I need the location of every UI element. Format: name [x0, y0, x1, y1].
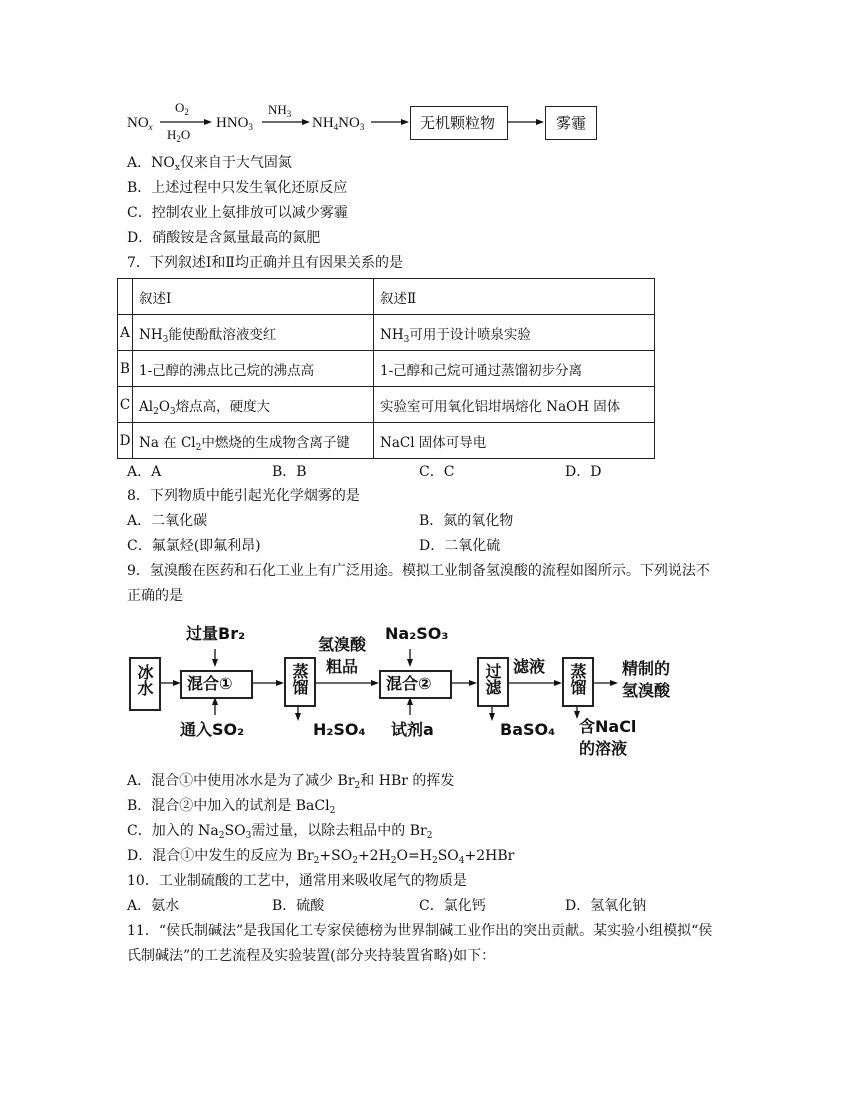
- nacl-label-1: 含NaCl: [579, 717, 637, 736]
- q6-option-c: C．控制农业上氨排放可以减少雾霾: [127, 205, 348, 221]
- table-cell: $NH_3$可用于设计喷泉实验: [374, 315, 655, 351]
- table-cell: $Al_2O_3$熔点高，硬度大: [133, 387, 374, 423]
- table-row: [118, 423, 655, 459]
- q9-option-d: D．混合①中发生的反应为 $Br_2+SO_2+2H_2O=H_2SO_4+2HBr$: [127, 848, 515, 866]
- nh3-label: $NH_3$: [268, 102, 292, 119]
- q7-table: [117, 278, 655, 459]
- filtrate-label: 滤液: [513, 657, 546, 676]
- q9-stem-line2: 正确的是: [127, 588, 183, 604]
- q10-option-a: A．氨水: [127, 898, 180, 914]
- q7-stem: 7．下列叙述Ⅰ和Ⅱ均正确并且有因果关系的是: [127, 255, 403, 271]
- q7-option-d: D．D: [565, 464, 602, 480]
- nacl-label-2: 的溶液: [579, 739, 628, 758]
- row-label: B: [118, 351, 133, 387]
- q6-option-d: D．硝酸铵是含氮量最高的氮肥: [127, 230, 321, 246]
- q9-stem-line1: 9．氢溴酸在医药和石化工业上有广泛用途。模拟工业制备氢溴酸的流程如图所示。下列说法不: [127, 563, 710, 579]
- table-header-1: 叙述Ⅰ: [133, 279, 374, 315]
- crude-label-2: 粗品: [326, 657, 359, 676]
- h2o-label: $H_2O$: [167, 127, 191, 144]
- reagent-a-label: 试剂a: [391, 720, 434, 739]
- so2-in-label: 通入SO₂: [180, 720, 245, 739]
- table-row: [118, 387, 655, 423]
- q8-option-c: C．氟氯烃(即氟利昂): [127, 538, 261, 554]
- arrow-4: [508, 118, 544, 126]
- filter-box: 过滤: [477, 657, 509, 707]
- table-cell: $NH_3$能使酚酞溶液变红: [133, 315, 374, 351]
- o2-label: $O_2$: [175, 100, 189, 117]
- q7-option-c: C．C: [419, 464, 455, 480]
- arrow-3: [371, 118, 409, 126]
- row-label: C: [118, 387, 133, 423]
- na2so3-label: Na₂SO₃: [385, 624, 449, 643]
- q7-option-b: B．B: [272, 464, 307, 480]
- q10-option-c: C．氯化钙: [419, 898, 486, 914]
- excess-br2-label: 过量Br₂: [186, 624, 246, 643]
- table-header-2: 叙述Ⅱ: [374, 279, 655, 315]
- h2so4-label: H₂SO₄: [313, 720, 366, 739]
- crude-label-1: 氢溴酸: [318, 635, 367, 654]
- q7-option-a: A．A: [127, 464, 162, 480]
- inorganic-particles-box: 无机颗粒物: [410, 106, 508, 140]
- distill1-box: 蒸馏: [284, 657, 316, 707]
- mix2-box: 混合②: [379, 670, 452, 699]
- table-cell: [118, 279, 133, 315]
- table-cell: NaCl 固体可导电: [374, 423, 655, 459]
- q11-line2: 氏制碱法”的工艺流程及实验装置(部分夹持装置省略)如下：: [127, 948, 496, 964]
- arrow-2: [262, 118, 310, 126]
- table-cell: 1-己醇和己烷可通过蒸馏初步分离: [374, 351, 655, 387]
- q10-option-d: D．氢氧化钠: [565, 898, 647, 914]
- q6-option-a: A．$NO_x$仅来自于大气固氮: [127, 155, 292, 173]
- refined-label-1: 精制的: [622, 659, 671, 678]
- q6-option-b: B．上述过程中只发生氧化还原反应: [127, 180, 348, 196]
- q8-option-b: B．氮的氧化物: [419, 513, 514, 529]
- q9-option-b: B．混合②中加入的试剂是 BaCl$_2$: [127, 798, 336, 816]
- q9-option-a: A．混合①中使用冰水是为了减少 $Br_2$和 HBr 的挥发: [127, 773, 455, 791]
- table-row: [118, 351, 655, 387]
- table-cell: 实验室可用氧化铝坩埚熔化 NaOH 固体: [374, 387, 655, 423]
- ice-water-box: 冰水: [129, 657, 161, 711]
- row-label: D: [118, 423, 133, 459]
- hno3-formula: $HNO_3$: [216, 115, 253, 132]
- q9-option-c: C．加入的 $Na_2SO_3$需过量，以除去粗品中的 $Br_2$: [127, 823, 433, 841]
- table-row: [118, 279, 655, 315]
- q8-option-d: D．二氧化硫: [419, 538, 501, 554]
- nh4no3-formula: $NH_4NO_3$: [312, 115, 365, 132]
- q8-stem: 8．下列物质中能引起光化学烟雾的是: [127, 488, 360, 504]
- q11-line1: 11．“侯氏制碱法”是我国化工专家侯德榜为世界制碱工业作出的突出贡献。某实验小组模拟“侯: [127, 923, 713, 939]
- table-row: [118, 315, 655, 351]
- haze-box: 雾霾: [545, 106, 597, 140]
- table-cell: Na 在 $Cl_2$中燃烧的生成物含离子键: [133, 423, 374, 459]
- q8-option-a: A．二氧化碳: [127, 513, 208, 529]
- mix1-box: 混合①: [180, 670, 253, 699]
- baso4-label: BaSO₄: [500, 720, 556, 739]
- q10-option-b: B．硫酸: [272, 898, 325, 914]
- row-label: A: [118, 315, 133, 351]
- refined-label-2: 氢溴酸: [622, 681, 671, 700]
- distill2-box: 蒸馏: [562, 657, 594, 707]
- table-cell: 1-己醇的沸点比己烷的沸点高: [133, 351, 374, 387]
- q10-stem: 10．工业制硫酸的工艺中，通常用来吸收尾气的物质是: [127, 873, 467, 889]
- nox-formula: $NO_x$: [127, 115, 153, 132]
- arrow-1: [160, 118, 212, 126]
